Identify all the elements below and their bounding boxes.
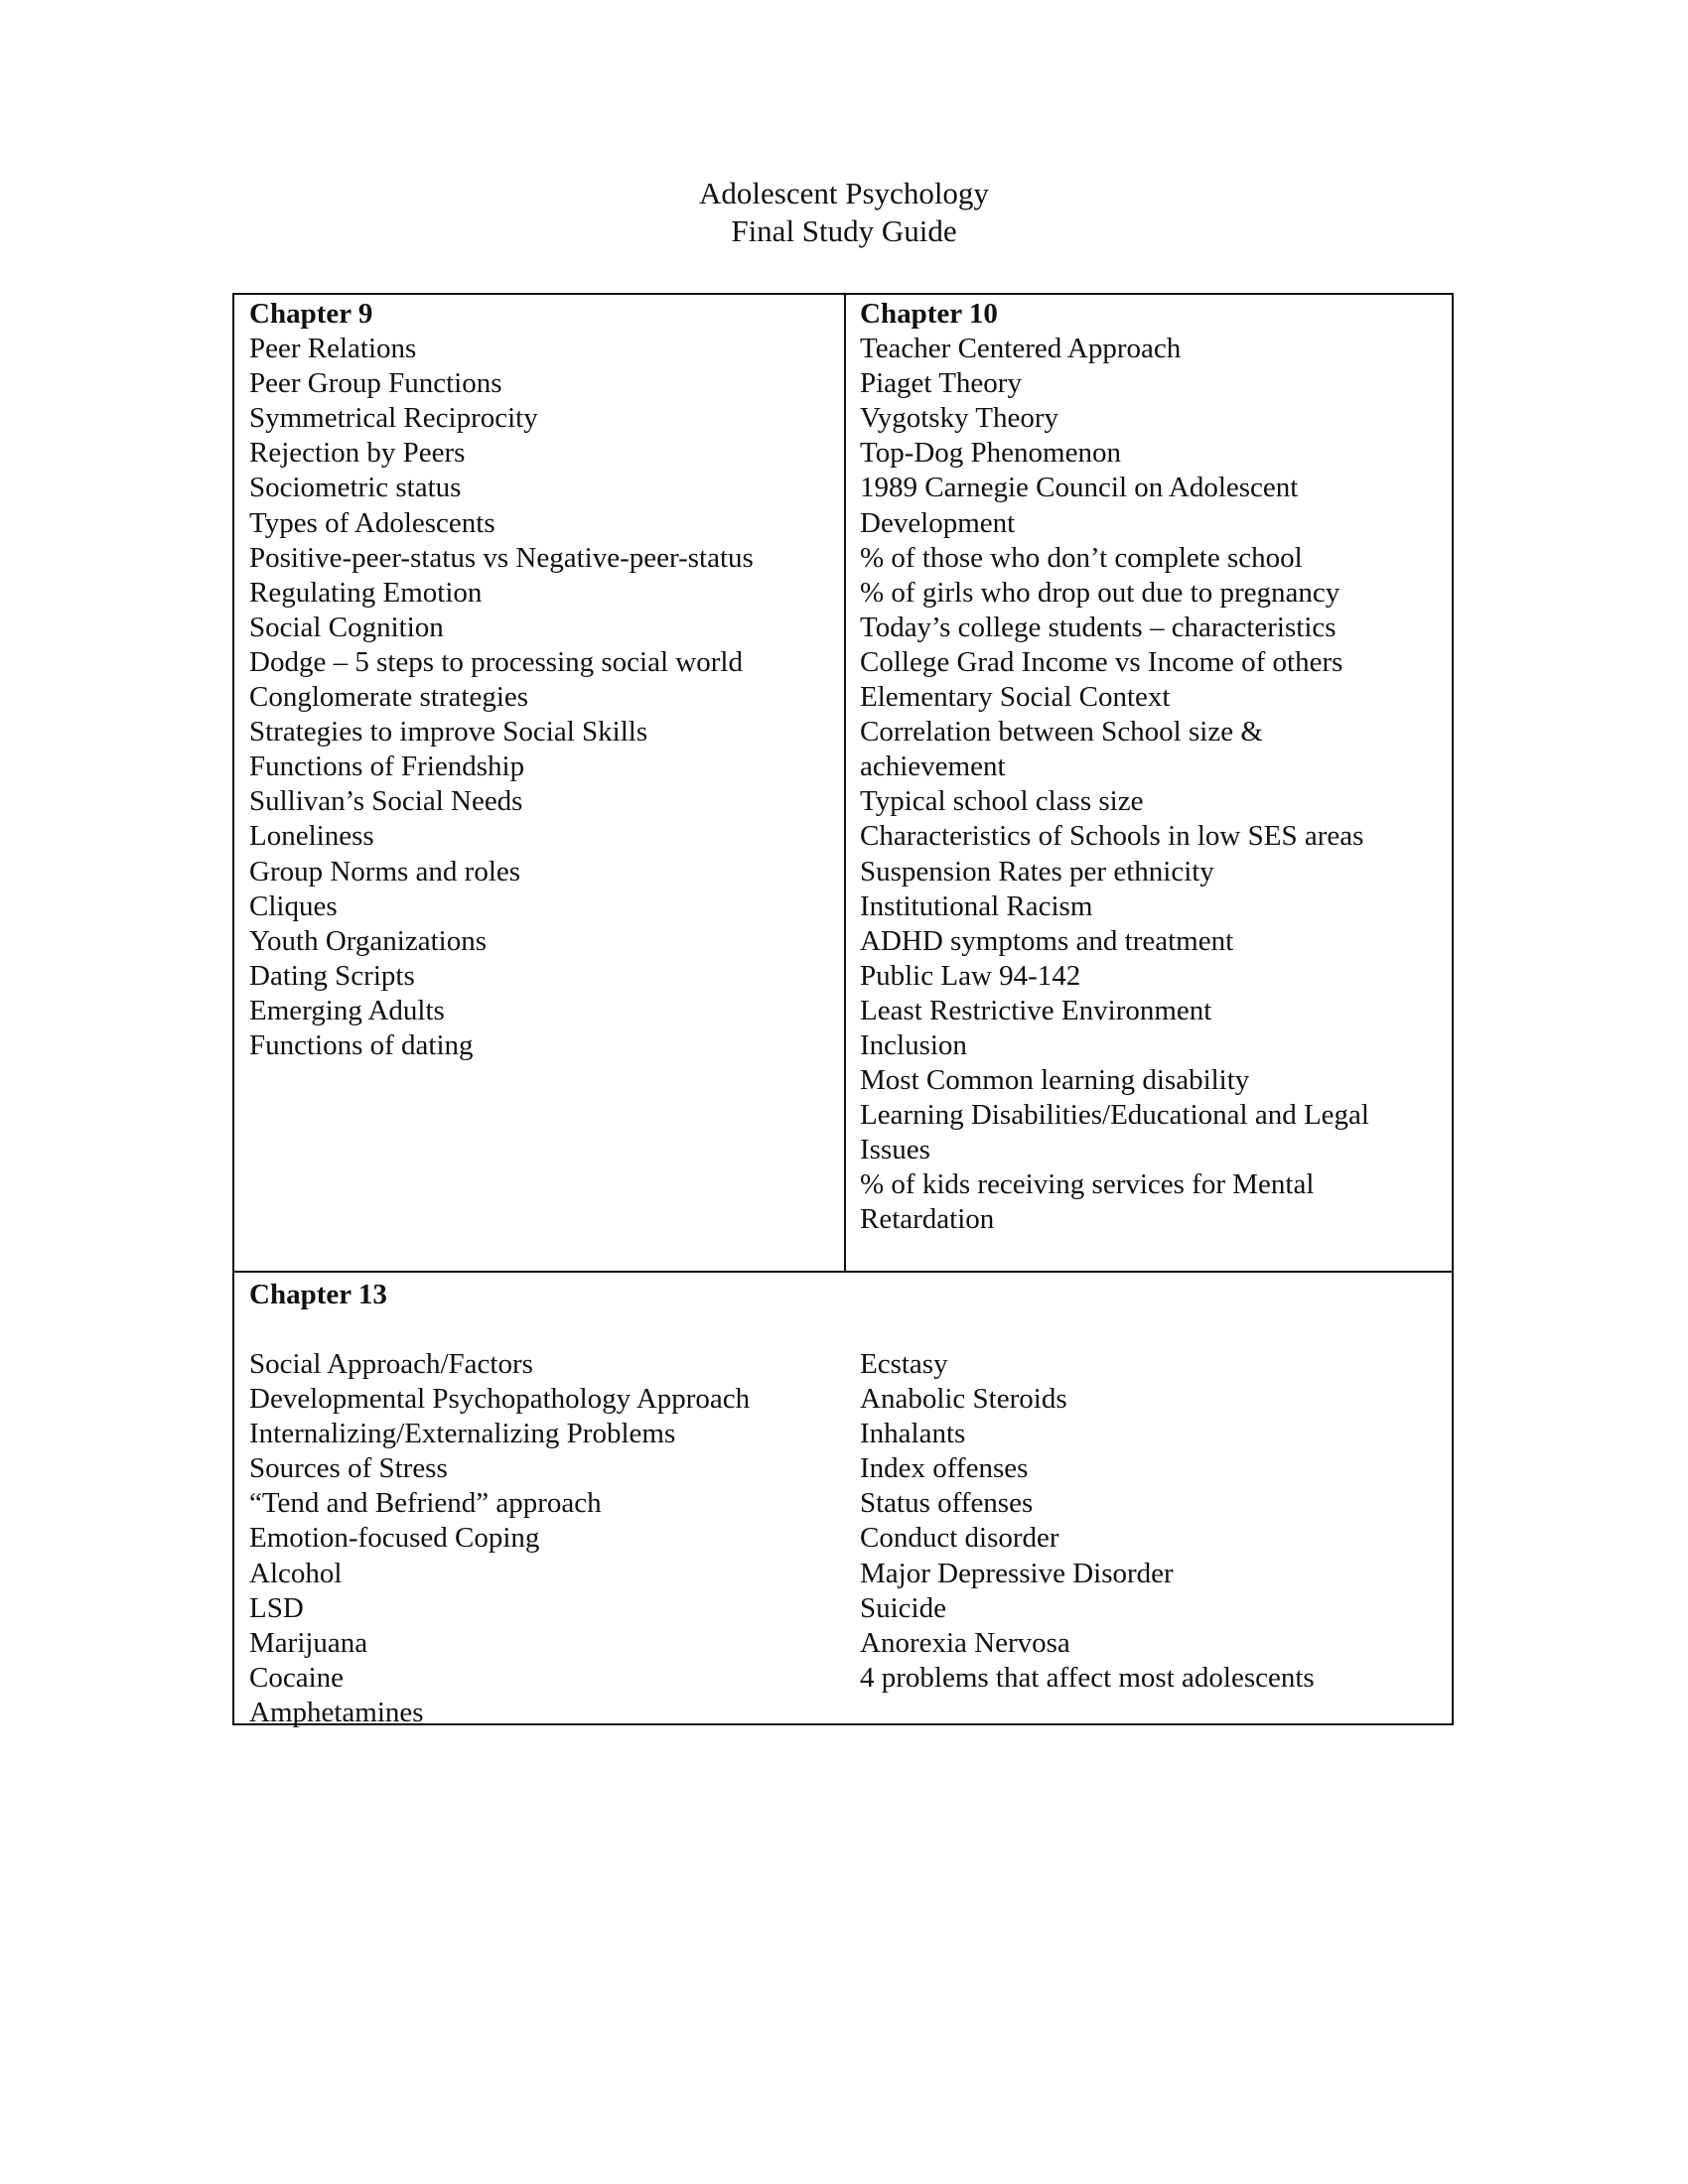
list-item: Cliques (249, 889, 338, 922)
title-line-2: Final Study Guide (731, 213, 957, 248)
list-item: Ecstasy (860, 1348, 948, 1380)
list-item: Peer Relations (249, 333, 417, 365)
list-item: Anorexia Nervosa (860, 1626, 1070, 1659)
list-item: Piaget Theory (860, 367, 1022, 400)
column-divider (844, 295, 846, 1273)
list-item: Rejection by Peers (249, 437, 466, 470)
list-item: Youth Organizations (249, 924, 487, 957)
list-item: LSD (249, 1591, 304, 1624)
list-item: Public Law 94-142 (860, 959, 1081, 992)
document-title (0, 175, 1688, 250)
title-line-1: Adolescent Psychology (699, 176, 989, 210)
list-item: Social Cognition (249, 611, 444, 643)
list-item: Today’s college students – characteristics (860, 611, 1336, 643)
list-item: Peer Group Functions (249, 367, 502, 400)
list-item: Amphetamines (249, 1696, 424, 1728)
list-item: Issues (860, 1134, 930, 1166)
list-item: Social Approach/Factors (249, 1348, 533, 1380)
list-item: % of kids receiving services for Mental (860, 1168, 1315, 1201)
list-item: Emotion-focused Coping (249, 1522, 540, 1555)
list-item: ADHD symptoms and treatment (860, 924, 1234, 957)
list-item: College Grad Income vs Income of others (860, 645, 1343, 678)
list-item: Status offenses (860, 1487, 1034, 1520)
list-item: Functions of dating (249, 1028, 474, 1061)
chapter-9-heading: Chapter 9 (249, 298, 373, 330)
list-item: % of girls who drop out due to pregnancy (860, 576, 1340, 609)
list-item: Sociometric status (249, 472, 462, 504)
list-item: Teacher Centered Approach (860, 333, 1182, 365)
list-item: Types of Adolescents (249, 506, 495, 539)
list-item: % of those who don’t complete school (860, 541, 1303, 574)
list-item: Dodge – 5 steps to processing social world (249, 645, 743, 678)
list-item: Characteristics of Schools in low SES areas (860, 820, 1364, 853)
list-item: Learning Disabilities/Educational and Legal (860, 1099, 1369, 1132)
chapter-10-cell (860, 297, 1446, 1238)
list-item: Most Common learning disability (860, 1064, 1250, 1097)
list-item: achievement (860, 751, 1006, 783)
list-item: Major Depressive Disorder (860, 1557, 1174, 1589)
list-item: Elementary Social Context (860, 681, 1171, 714)
list-item: Loneliness (249, 820, 374, 853)
chapter-9-list (249, 332, 835, 1063)
list-item: Suspension Rates per ethnicity (860, 855, 1214, 887)
chapter-13-heading-cell (249, 1278, 1441, 1312)
list-item: Suicide (860, 1591, 946, 1624)
chapter-10-heading: Chapter 10 (860, 298, 998, 330)
list-item: Symmetrical Reciprocity (249, 402, 538, 435)
list-item: “Tend and Befriend” approach (249, 1487, 602, 1520)
list-item: Regulating Emotion (249, 576, 483, 609)
list-item: Conglomerate strategies (249, 681, 529, 714)
list-item: Cocaine (249, 1661, 345, 1694)
list-item: Anabolic Steroids (860, 1383, 1067, 1416)
list-item: Emerging Adults (249, 994, 445, 1026)
list-item: Index offenses (860, 1452, 1029, 1485)
chapter-9-cell (249, 297, 835, 1063)
list-item: Sullivan’s Social Needs (249, 785, 523, 818)
list-item: Functions of Friendship (249, 751, 525, 783)
list-item: Developmental Psychopathology Approach (249, 1383, 751, 1416)
list-item: Typical school class size (860, 785, 1144, 818)
list-item: Group Norms and roles (249, 855, 521, 887)
list-item: Least Restrictive Environment (860, 994, 1212, 1026)
list-item: Inclusion (860, 1028, 967, 1061)
list-item: 1989 Carnegie Council on Adolescent (860, 472, 1299, 504)
list-item: Conduct disorder (860, 1522, 1059, 1555)
chapter-13-right-list (860, 1347, 1446, 1696)
list-item: Correlation between School size & (860, 716, 1263, 749)
list-item: Marijuana (249, 1626, 368, 1659)
list-item: Vygotsky Theory (860, 402, 1059, 435)
list-item: 4 problems that affect most adolescents (860, 1661, 1315, 1694)
list-item: Internalizing/Externalizing Problems (249, 1418, 676, 1450)
list-item: Retardation (860, 1203, 995, 1236)
chapter-13-right-column (860, 1347, 1446, 1696)
list-item: Development (860, 506, 1016, 539)
list-item: Top-Dog Phenomenon (860, 437, 1121, 470)
list-item: Dating Scripts (249, 959, 415, 992)
study-guide-table (232, 293, 1454, 1728)
list-item: Sources of Stress (249, 1452, 448, 1485)
chapter-13-left-list (249, 1347, 845, 1730)
chapter-10-list (860, 332, 1446, 1237)
list-item: Inhalants (860, 1418, 966, 1450)
list-item: Positive-peer-status vs Negative-peer-status (249, 541, 754, 574)
chapter-13-heading: Chapter 13 (249, 1279, 387, 1310)
list-item: Strategies to improve Social Skills (249, 716, 648, 749)
row-divider (234, 1271, 1452, 1273)
chapter-13-left-column (249, 1347, 845, 1730)
list-item: Alcohol (249, 1557, 343, 1589)
list-item: Institutional Racism (860, 889, 1093, 922)
